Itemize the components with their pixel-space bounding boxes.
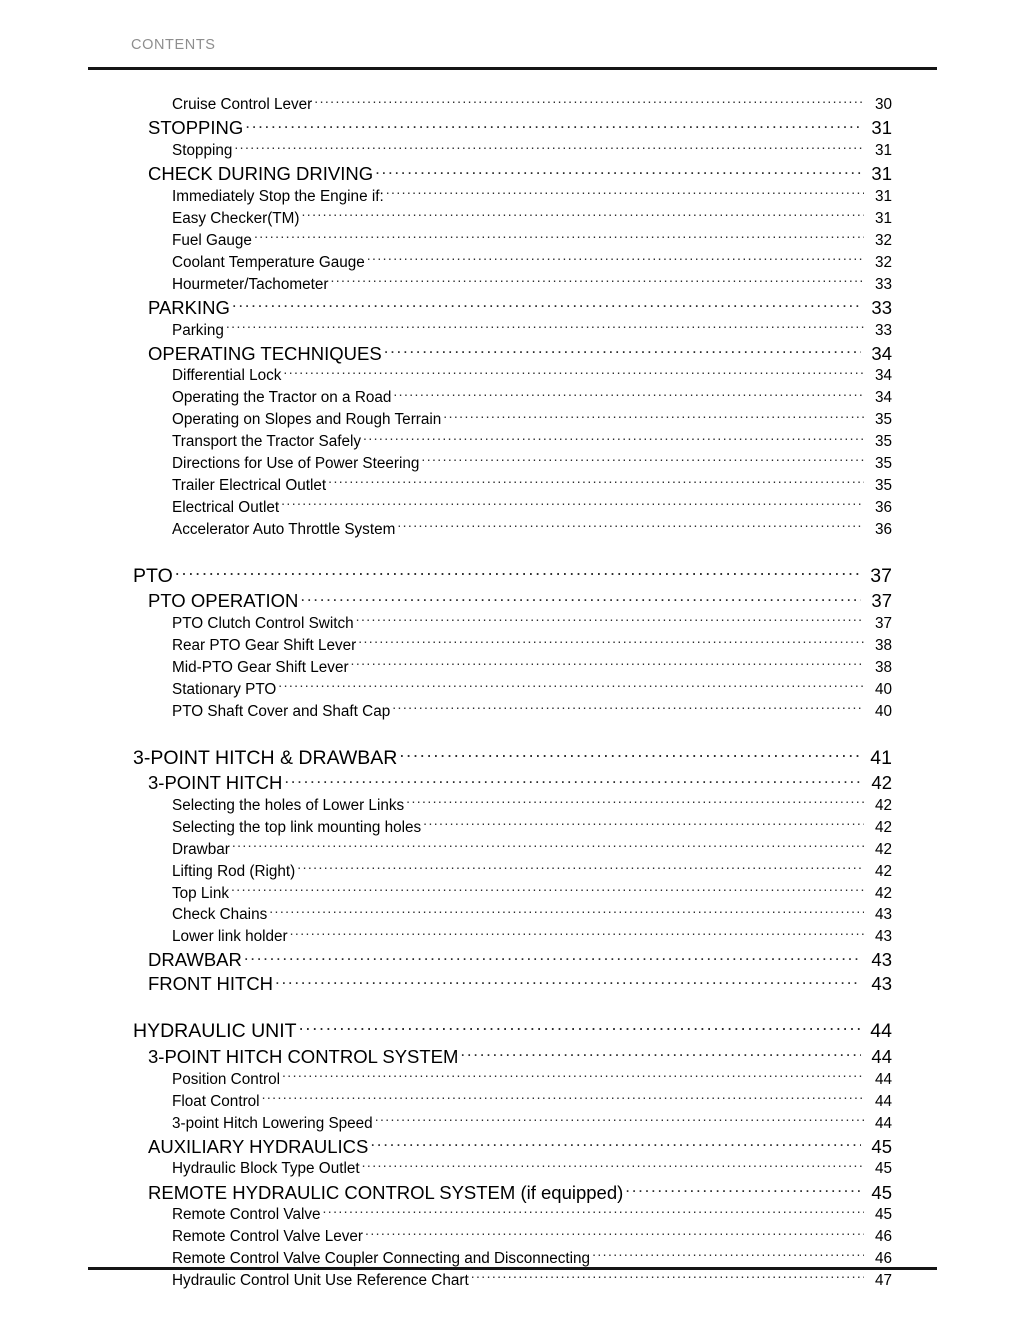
toc-entry-page-number: 32 bbox=[874, 231, 892, 249]
toc-entry[interactable] bbox=[0, 319, 1024, 341]
toc-entry-label: Remote Control Valve bbox=[172, 1206, 321, 1224]
toc-entry-page-number: 45 bbox=[871, 1135, 892, 1157]
toc-entry[interactable] bbox=[0, 186, 1024, 208]
toc-entry-label: Lower link holder bbox=[172, 928, 288, 946]
toc-entry-page-number: 44 bbox=[871, 1045, 892, 1067]
toc-entry-page-number: 44 bbox=[870, 1020, 892, 1043]
toc-entry[interactable] bbox=[0, 882, 1024, 904]
dot-leader bbox=[234, 140, 864, 155]
toc-entry[interactable] bbox=[0, 230, 1024, 252]
toc-entry-label: Accelerator Auto Throttle System bbox=[172, 520, 396, 538]
toc-entry-page-number: 42 bbox=[874, 818, 892, 836]
toc-entry-label: Drawbar bbox=[172, 840, 230, 858]
toc-entry[interactable] bbox=[0, 948, 1024, 972]
toc-entry-page-number: 45 bbox=[871, 1181, 892, 1203]
toc-entry[interactable] bbox=[0, 409, 1024, 431]
dot-leader bbox=[262, 1090, 864, 1105]
dot-leader bbox=[281, 496, 864, 511]
toc-entry[interactable] bbox=[0, 589, 1024, 613]
toc-entry-label: Top Link bbox=[172, 884, 229, 902]
toc-entry-page-number: 36 bbox=[874, 520, 892, 538]
toc-entry-label: PTO OPERATION bbox=[148, 590, 299, 612]
toc-entry-label: Stopping bbox=[172, 142, 233, 160]
toc-entry-page-number: 37 bbox=[871, 590, 892, 612]
toc-entry-page-number: 31 bbox=[874, 142, 892, 160]
toc-entry-label: Position Control bbox=[172, 1070, 280, 1088]
toc-entry-label: Fuel Gauge bbox=[172, 231, 252, 249]
toc-entry[interactable] bbox=[0, 341, 1024, 365]
toc-entry-label: FRONT HITCH bbox=[148, 973, 274, 995]
toc-entry-label: Remote Control Valve Lever bbox=[172, 1228, 364, 1246]
toc-entry-page-number: 43 bbox=[871, 949, 892, 971]
dot-leader bbox=[358, 635, 864, 650]
toc-entry-page-number: 45 bbox=[874, 1160, 892, 1178]
toc-entry-label: PTO Shaft Cover and Shaft Cap bbox=[172, 702, 391, 720]
toc-entry-page-number: 42 bbox=[871, 772, 892, 794]
dot-leader bbox=[406, 795, 864, 810]
dot-leader bbox=[393, 387, 864, 402]
dot-leader bbox=[226, 319, 864, 334]
toc-entry-label: Operating on Slopes and Rough Terrain bbox=[172, 411, 442, 429]
toc-entry-page-number: 31 bbox=[874, 188, 892, 206]
toc-entry-page-number: 45 bbox=[874, 1206, 892, 1224]
dot-leader bbox=[471, 1270, 864, 1285]
toc-entry-page-number: 35 bbox=[874, 454, 892, 472]
toc-entry-label: Stationary PTO bbox=[172, 680, 277, 698]
toc-entry-label: DRAWBAR bbox=[148, 949, 242, 971]
toc-entry-page-number: 35 bbox=[874, 476, 892, 494]
toc-entry-page-number: 32 bbox=[874, 253, 892, 271]
toc-entry[interactable] bbox=[0, 431, 1024, 453]
toc-entry-label: STOPPING bbox=[148, 117, 244, 139]
toc-entry[interactable] bbox=[0, 860, 1024, 882]
dot-leader bbox=[386, 186, 864, 201]
toc-entry-page-number: 37 bbox=[874, 615, 892, 633]
toc-entry-label: Electrical Outlet bbox=[172, 498, 280, 516]
toc-entry-label: Transport the Tractor Safely bbox=[172, 433, 362, 451]
toc-entry[interactable] bbox=[0, 140, 1024, 162]
dot-leader bbox=[423, 817, 864, 832]
toc-entry[interactable] bbox=[0, 518, 1024, 540]
toc-entry[interactable] bbox=[0, 926, 1024, 948]
toc-entry[interactable] bbox=[0, 678, 1024, 700]
toc-entry[interactable] bbox=[0, 771, 1024, 795]
toc-entry-label: Selecting the top link mounting holes bbox=[172, 818, 422, 836]
toc-entry-page-number: 40 bbox=[874, 702, 892, 720]
toc-entry[interactable] bbox=[0, 1018, 1024, 1045]
toc-entry-page-number: 33 bbox=[874, 275, 892, 293]
toc-entry-label: Operating the Tractor on a Road bbox=[172, 389, 392, 407]
toc-entry[interactable] bbox=[0, 295, 1024, 319]
dot-leader bbox=[323, 1204, 864, 1219]
toc-entry-page-number: 46 bbox=[874, 1250, 892, 1268]
toc-entry-page-number: 35 bbox=[874, 411, 892, 429]
toc-entry-page-number: 31 bbox=[871, 117, 892, 139]
toc-entry[interactable] bbox=[0, 365, 1024, 387]
toc-entry[interactable] bbox=[0, 208, 1024, 230]
dot-leader bbox=[282, 1068, 864, 1083]
toc-entry[interactable] bbox=[0, 838, 1024, 860]
toc-entry[interactable] bbox=[0, 475, 1024, 497]
toc-entry[interactable] bbox=[0, 453, 1024, 475]
toc-entry-page-number: 37 bbox=[870, 564, 892, 587]
toc-entry-page-number: 30 bbox=[874, 96, 892, 114]
dot-leader bbox=[278, 678, 864, 693]
header-divider bbox=[88, 67, 937, 70]
page-title: CONTENTS bbox=[131, 37, 216, 53]
toc-entry[interactable] bbox=[0, 1226, 1024, 1248]
dot-leader bbox=[443, 409, 864, 424]
toc-entry[interactable] bbox=[0, 1112, 1024, 1134]
toc-entry[interactable] bbox=[0, 1134, 1024, 1158]
dot-leader bbox=[297, 860, 864, 875]
dot-leader bbox=[460, 1044, 861, 1063]
toc-entry[interactable] bbox=[0, 1204, 1024, 1226]
toc-entry[interactable] bbox=[0, 613, 1024, 635]
dot-leader bbox=[392, 700, 864, 715]
toc-entry[interactable] bbox=[0, 1158, 1024, 1180]
dot-leader bbox=[592, 1248, 864, 1263]
toc-entry-label: Mid-PTO Gear Shift Lever bbox=[172, 658, 349, 676]
dot-leader bbox=[375, 1112, 864, 1127]
dot-leader bbox=[175, 562, 860, 582]
toc-entry-page-number: 47 bbox=[874, 1271, 892, 1289]
dot-leader bbox=[275, 972, 861, 991]
toc-entry-page-number: 42 bbox=[874, 862, 892, 880]
toc-entry-page-number: 33 bbox=[874, 321, 892, 339]
toc-entry-page-number: 43 bbox=[871, 973, 892, 995]
toc-entry[interactable] bbox=[0, 1270, 1024, 1292]
toc-entry-page-number: 44 bbox=[874, 1114, 892, 1132]
dot-leader bbox=[370, 1134, 861, 1153]
toc-entry-label: Trailer Electrical Outlet bbox=[172, 476, 327, 494]
dot-leader bbox=[421, 453, 864, 468]
toc-entry-label: Check Chains bbox=[172, 906, 268, 924]
toc-entry[interactable] bbox=[0, 817, 1024, 839]
toc-entry-page-number: 38 bbox=[874, 658, 892, 676]
toc-entry[interactable] bbox=[0, 657, 1024, 679]
toc-entry-label: Directions for Use of Power Steering bbox=[172, 454, 420, 472]
toc-entry[interactable] bbox=[0, 162, 1024, 186]
toc-entry-label: OPERATING TECHNIQUES bbox=[148, 342, 382, 364]
dot-leader bbox=[284, 771, 861, 790]
dot-leader bbox=[290, 926, 864, 941]
toc-entry-label: Rear PTO Gear Shift Lever bbox=[172, 636, 357, 654]
dot-leader bbox=[232, 295, 861, 314]
toc-entry-label: HYDRAULIC UNIT bbox=[133, 1020, 297, 1043]
toc-entry-label: 3-POINT HITCH bbox=[148, 772, 283, 794]
toc-entry-label: CHECK DURING DRIVING bbox=[148, 163, 374, 185]
dot-leader bbox=[232, 838, 864, 853]
toc-entry-label: REMOTE HYDRAULIC CONTROL SYSTEM (if equipped) bbox=[148, 1181, 624, 1203]
table-of-contents bbox=[0, 94, 1024, 1292]
toc-entry-label: 3-point Hitch Lowering Speed bbox=[172, 1114, 373, 1132]
toc-entry-label: Selecting the holes of Lower Links bbox=[172, 797, 405, 814]
toc-entry[interactable] bbox=[0, 562, 1024, 589]
toc-entry-label: Hydraulic Control Unit Use Reference Chart bbox=[172, 1271, 469, 1289]
toc-entry-page-number: 44 bbox=[874, 1070, 892, 1088]
toc-entry-page-number: 31 bbox=[874, 209, 892, 227]
toc-entry-page-number: 41 bbox=[870, 746, 892, 769]
toc-entry-page-number: 43 bbox=[874, 906, 892, 924]
toc-entry[interactable] bbox=[0, 744, 1024, 771]
toc-entry-page-number: 34 bbox=[874, 389, 892, 407]
toc-entry-label: Immediately Stop the Engine if: bbox=[172, 188, 384, 206]
toc-entry[interactable] bbox=[0, 904, 1024, 926]
toc-entry[interactable] bbox=[0, 273, 1024, 295]
dot-leader bbox=[231, 882, 864, 897]
dot-leader bbox=[283, 365, 864, 380]
toc-entry-label: AUXILIARY HYDRAULICS bbox=[148, 1135, 369, 1157]
toc-entry[interactable] bbox=[0, 387, 1024, 409]
toc-entry-page-number: 42 bbox=[874, 797, 892, 814]
toc-entry-label: Float Control bbox=[172, 1092, 260, 1110]
dot-leader bbox=[269, 904, 864, 919]
toc-entry-label: Hydraulic Block Type Outlet bbox=[172, 1160, 360, 1178]
toc-entry-label: Coolant Temperature Gauge bbox=[172, 253, 365, 271]
toc-entry[interactable] bbox=[0, 1090, 1024, 1112]
toc-entry-label: PARKING bbox=[148, 296, 230, 318]
dot-leader bbox=[363, 431, 864, 446]
dot-leader bbox=[300, 589, 861, 608]
toc-entry-page-number: 40 bbox=[874, 680, 892, 698]
toc-entry-page-number: 33 bbox=[871, 296, 892, 318]
dot-leader bbox=[384, 341, 861, 360]
dot-leader bbox=[351, 657, 864, 672]
toc-entry[interactable] bbox=[0, 94, 1024, 116]
toc-entry-label: Parking bbox=[172, 321, 224, 339]
dot-leader bbox=[244, 948, 861, 967]
toc-entry-page-number: 34 bbox=[871, 342, 892, 364]
dot-leader bbox=[314, 94, 864, 109]
toc-entry-label: Differential Lock bbox=[172, 367, 282, 385]
toc-entry[interactable] bbox=[0, 1180, 1024, 1204]
toc-entry-label: Lifting Rod (Right) bbox=[172, 862, 296, 880]
dot-leader bbox=[330, 273, 864, 288]
dot-leader bbox=[328, 475, 864, 490]
toc-entry-label: PTO bbox=[133, 564, 173, 587]
footer-divider bbox=[88, 1267, 937, 1270]
toc-entry-label: 3-POINT HITCH & DRAWBAR bbox=[133, 746, 398, 769]
dot-leader bbox=[365, 1226, 864, 1241]
dot-leader bbox=[399, 744, 860, 764]
toc-entry-label: Easy Checker(TM) bbox=[172, 209, 300, 227]
toc-entry[interactable] bbox=[0, 795, 1024, 817]
toc-entry-page-number: 36 bbox=[874, 498, 892, 516]
dot-leader bbox=[362, 1158, 864, 1173]
toc-entry[interactable] bbox=[0, 1068, 1024, 1090]
toc-entry[interactable] bbox=[0, 972, 1024, 996]
dot-leader bbox=[367, 251, 864, 266]
toc-entry-label: Cruise Control Lever bbox=[172, 96, 313, 114]
toc-entry-page-number: 42 bbox=[874, 840, 892, 858]
toc-entry[interactable] bbox=[0, 1044, 1024, 1068]
toc-entry-page-number: 44 bbox=[874, 1092, 892, 1110]
toc-entry-page-number: 42 bbox=[874, 884, 892, 902]
dot-leader bbox=[254, 230, 864, 245]
toc-entry[interactable] bbox=[0, 116, 1024, 140]
dot-leader bbox=[245, 116, 861, 135]
dot-leader bbox=[397, 518, 864, 533]
toc-entry[interactable] bbox=[0, 700, 1024, 722]
toc-entry[interactable] bbox=[0, 496, 1024, 518]
dot-leader bbox=[625, 1180, 861, 1199]
toc-entry-page-number: 34 bbox=[874, 367, 892, 385]
toc-entry-page-number: 35 bbox=[874, 433, 892, 451]
toc-entry[interactable] bbox=[0, 635, 1024, 657]
toc-entry-label: PTO Clutch Control Switch bbox=[172, 615, 354, 633]
toc-entry-label: 3-POINT HITCH CONTROL SYSTEM bbox=[148, 1045, 459, 1067]
dot-leader bbox=[302, 208, 865, 223]
toc-entry-page-number: 31 bbox=[871, 163, 892, 185]
toc-entry-page-number: 43 bbox=[874, 928, 892, 946]
dot-leader bbox=[299, 1018, 860, 1038]
dot-leader bbox=[356, 613, 864, 628]
dot-leader bbox=[375, 162, 861, 181]
toc-entry-label: Remote Control Valve Coupler Connecting and Disconnecting bbox=[172, 1250, 591, 1268]
toc-entry-page-number: 46 bbox=[874, 1228, 892, 1246]
toc-entry[interactable] bbox=[0, 251, 1024, 273]
toc-entry-label: Hourmeter/Tachometer bbox=[172, 275, 329, 293]
toc-entry-page-number: 38 bbox=[874, 636, 892, 654]
